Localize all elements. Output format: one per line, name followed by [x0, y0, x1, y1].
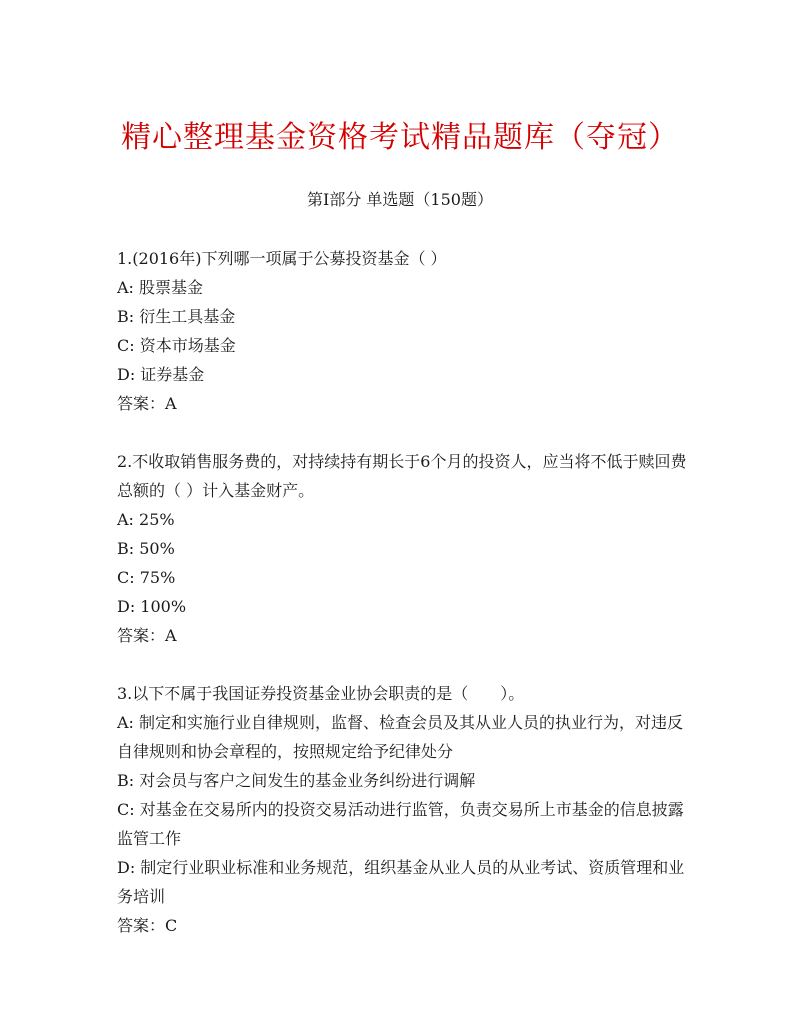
- option-a: A: 制定和实施行业自律规则，监督、检查会员及其从业人员的执业行为，对违反自律规则和协会章程的，按照规定给予纪律处分: [117, 713, 684, 761]
- question-stem: 1.(2016年)下列哪一项属于公募投资基金（ ）: [117, 249, 447, 268]
- question-stem: 3.以下不属于我国证券投资基金业协会职责的是（ ）。: [117, 684, 525, 703]
- answer: 答案：A: [117, 394, 177, 413]
- answer: 答案：A: [117, 626, 177, 645]
- option-d: D: 制定行业职业标准和业务规范，组织基金从业人员的从业考试、资质管理和业务培训: [117, 858, 685, 906]
- option-a: A: 股票基金: [117, 278, 204, 297]
- answer: 答案：C: [117, 916, 178, 935]
- option-a: A: 25%: [117, 510, 175, 529]
- question-stem: 2.不收取销售服务费的，对持续持有期长于6个月的投资人，应当将不低于赎回费总额的（ ）计入基金财产。: [117, 452, 687, 500]
- option-d: D: 证券基金: [117, 365, 205, 384]
- section-heading: 第Ⅰ部分 单选题（150题）: [307, 190, 493, 209]
- document-title: 精心整理基金资格考试精品题库（夺冠）: [121, 120, 679, 155]
- option-c: C: 对基金在交易所内的投资交易活动进行监管，负责交易所上市基金的信息披露监管工作: [117, 800, 684, 848]
- option-b: B: 50%: [117, 539, 175, 558]
- option-c: C: 75%: [117, 568, 176, 587]
- option-d: D: 100%: [117, 597, 187, 616]
- question-1: [117, 244, 692, 418]
- option-b: B: 对会员与客户之间发生的基金业务纠纷进行调解: [117, 771, 476, 790]
- question-3: [117, 679, 692, 940]
- question-2: [117, 447, 692, 650]
- option-c: C: 资本市场基金: [117, 336, 236, 355]
- option-b: B: 衍生工具基金: [117, 307, 236, 326]
- question-list: [117, 244, 692, 940]
